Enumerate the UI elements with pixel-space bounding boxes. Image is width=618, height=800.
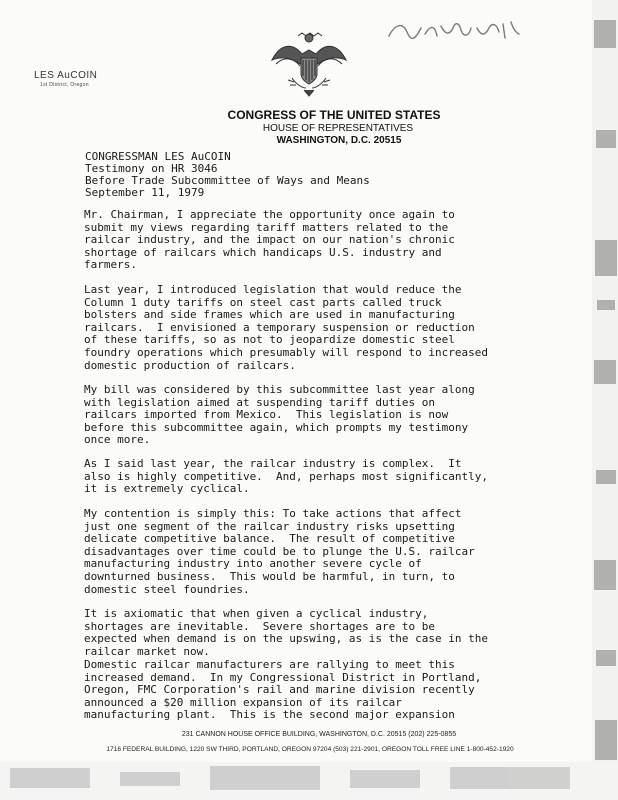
sender-name: LES AuCOIN xyxy=(34,70,98,81)
great-seal-eagle-icon xyxy=(270,30,348,98)
body-paragraph-4: As I said last year, the railcar industry is complex. It also is highly competitive. And, perhaps most significantly, it is extremely cyclical. xyxy=(84,457,488,496)
memo-heading-line-4: September 11, 1979 xyxy=(85,186,205,199)
letterhead-city: WASHINGTON, D.C. 20515 xyxy=(276,135,402,146)
letterhead-chamber: HOUSE OF REPRESENTATIVES xyxy=(262,123,414,134)
body-paragraph-1: Mr. Chairman, I appreciate the opportunity once again to submit my views regarding tariff matters related to the railcar industry, and the impact on our nation's chronic shortage of railcars which handicaps U.S. industry and farmers. xyxy=(84,208,455,272)
body-paragraph-2: Last year, I introduced legislation that would reduce the Column 1 duty tariffs on steel cast parts called truck bolsters and side frames which are used in manufacturing railcars. I envisioned a temporary suspension or reduction of these tariffs, so as not to jeopardize domestic steel foundry operations which presumably will respond to increased domestic production of railcars. xyxy=(84,283,488,372)
sender-district: 1st District, Oregon xyxy=(40,82,89,88)
footer-portland-address: 1716 FEDERAL BUILDING, 1220 SW THIRD, PORTLAND, OREGON 97204 (503) 221-2901, OREGON TOLL FREE LINE 1-800-452-1920 xyxy=(106,746,514,753)
body-paragraph-6: It is axiomatic that when given a cyclical industry, shortages are inevitable. Severe shortages are to be expected when demand is on the upswing, as is the case in the railcar market now. xyxy=(84,607,488,658)
body-paragraph-5: My contention is simply this: To take actions that affect just one segment of the railcar industry risks upsetting delicate competitive balance. The result of competitive disadvantages over time could be to plunge the U.S. railcar manufacturing industry into another severe cycle of downturned business. This would be harmful, in turn, to domestic steel foundries. xyxy=(84,507,475,596)
letterhead-organization: CONGRESS OF THE UNITED STATES xyxy=(227,108,441,122)
footer-washington-address: 231 CANNON HOUSE OFFICE BUILDING, WASHINGTON, D.C. 20515 (202) 225-0855 xyxy=(181,731,457,738)
body-paragraph-7: Domestic railcar manufacturers are rallying to meet this increased demand. In my Congressional District in Portland, Oregon, FMC Corporation's rail and marine division recently announced a $20 million expansion of its railcar manufacturing plant. This is the second major expansion xyxy=(84,658,482,722)
memo-heading-line-1: CONGRESSMAN LES AuCOIN xyxy=(85,150,231,163)
scan-bottom-noise xyxy=(0,762,618,800)
memo-heading-line-3: Before Trade Subcommittee of Ways and Means xyxy=(85,174,370,187)
body-paragraph-3: My bill was considered by this subcommittee last year along with legislation aimed at suspending tariff duties on railcars imported from Mexico. This legislation is now before this subcommittee again, which prompts my testimony once more. xyxy=(84,383,475,447)
scan-margin-noise xyxy=(592,0,618,800)
memo-heading-line-2: Testimony on HR 3046 xyxy=(85,162,218,175)
handwritten-annotation xyxy=(385,14,535,48)
